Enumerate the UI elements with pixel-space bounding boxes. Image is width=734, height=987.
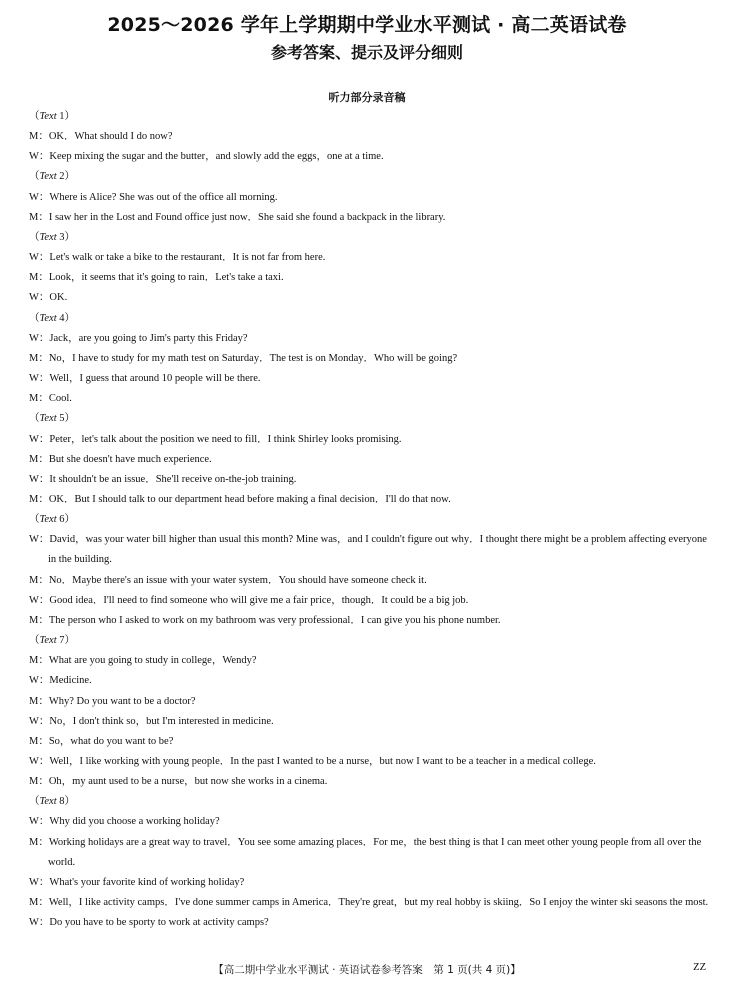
dialog-line (29, 369, 711, 389)
dialog-line (29, 430, 711, 450)
text-header (29, 228, 711, 248)
dialog-text: M：No，I have to study for my math test on Saturday．The test is on Monday．Who will be going? (29, 352, 458, 364)
dialog-text: W：Medicine. (29, 675, 92, 687)
paren-close: ） (64, 231, 75, 243)
dialog-line (29, 530, 711, 570)
dialog-text: W：No，I don't think so，but I'm interested in medicine. (29, 715, 274, 727)
dialog-line (29, 268, 711, 288)
page-footer: 【高二期中学业水平测试 · 英语试卷参考答案 第 1 页(共 4 页)】 (213, 964, 521, 976)
footer-code: ZZ (693, 962, 706, 973)
text-header-number: 7 (59, 635, 65, 647)
paren-open: （ (29, 171, 40, 183)
dialog-text: W：What's your favorite kind of working holiday? (29, 876, 245, 888)
dialog-line (29, 571, 711, 591)
paren-open: （ (29, 796, 40, 808)
dialog-line (29, 188, 711, 208)
text-header-label: Text (39, 171, 57, 183)
dialog-text: M：No．Maybe there's an issue with your water system．You should have someone check it. (29, 574, 427, 586)
dialog-text: W：David，was your water bill higher than usual this month? Mine was，and I couldn't figure out why．I thought there might be a problem affecting everyone in the building. (29, 534, 707, 566)
dialog-line (29, 651, 711, 671)
dialog-line (29, 772, 711, 792)
paren-close: ） (64, 111, 75, 122)
dialog-text: W：Where is Alice? She was out of the office all morning. (29, 191, 278, 203)
dialog-text: M：Look，it seems that it's going to rain．Let's take a taxi. (29, 272, 284, 284)
text-header-number: 6 (59, 514, 65, 526)
dialog-line (29, 812, 711, 832)
paren-close: ） (64, 413, 75, 425)
paren-close: ） (64, 514, 75, 526)
dialog-text: W：Good idea．I'll need to find someone who will give me a fair price，though．It could be a big job. (29, 594, 469, 606)
dialog-line (29, 692, 711, 712)
text-header-number: 4 (59, 312, 65, 324)
text-header-number: 1 (59, 111, 65, 122)
dialog-text: M：I saw her in the Lost and Found office just now．She said she found a backpack in the library. (29, 211, 446, 223)
paren-close: ） (64, 312, 75, 324)
dialog-text: M：Why? Do you want to be a doctor? (29, 695, 196, 707)
paren-open: （ (29, 514, 40, 526)
dialog-text: M：Well，I like activity camps．I've done summer camps in America．They're great，but my real hobby is skiing．So I enjoy the winter ski seasons the most. (29, 897, 709, 909)
paren-open: （ (29, 635, 40, 647)
dialog-line (29, 611, 711, 631)
text-header (29, 107, 711, 127)
dialog-line (29, 833, 711, 873)
dialog-text: W：It shouldn't be an issue．She'll receive on-the-job training. (29, 473, 297, 485)
dialog-line (29, 450, 711, 470)
dialog-line (29, 873, 711, 893)
dialog-text: W：Keep mixing the sugar and the butter，and slowly add the eggs，one at a time. (29, 151, 384, 163)
dialog-line (29, 913, 711, 933)
dialog-line (29, 591, 711, 611)
section-title: 听力部分录音稿 (328, 91, 406, 104)
dialog-text: W：Well，I like working with young people．In the past I wanted to be a nurse，but now I want to be a teacher in a medical college. (29, 756, 596, 767)
text-header-label: Text (39, 312, 57, 324)
text-header (29, 792, 711, 812)
document-title: 2025～2026 学年上学期期中学业水平测试 · 高二英语试卷 (107, 14, 627, 36)
dialog-text: W：Why did you choose a working holiday? (29, 816, 220, 828)
dialog-line (29, 127, 711, 147)
paren-open: （ (29, 111, 40, 122)
text-header-number: 2 (59, 171, 65, 183)
paren-close: ） (64, 635, 75, 647)
dialog-text: W：Well，I guess that around 10 people will be there. (29, 373, 261, 385)
dialog-line (29, 732, 711, 752)
dialog-line (29, 893, 711, 913)
paren-close: ） (64, 796, 75, 808)
dialog-text: M：Cool. (29, 393, 72, 405)
dialog-line (29, 389, 711, 409)
paren-open: （ (29, 413, 40, 425)
dialog-line (29, 288, 711, 308)
paren-open: （ (29, 312, 40, 324)
paren-open: （ (29, 231, 40, 243)
dialog-line (29, 248, 711, 268)
document-subtitle: 参考答案、提示及评分细则 (270, 43, 463, 62)
text-header (29, 631, 711, 651)
dialog-text: M：OK．What should I do now? (29, 131, 173, 143)
dialog-text: M：OK．But I should talk to our department head before making a final decision．I'll do that now. (29, 493, 451, 505)
dialog-text: W：Peter，let's talk about the position we need to fill．I think Shirley looks promising. (29, 433, 402, 445)
text-header-number: 5 (59, 413, 65, 425)
dialog-line (29, 470, 711, 490)
transcript (29, 107, 711, 933)
text-header (29, 309, 711, 329)
dialog-line (29, 752, 711, 772)
text-header-label: Text (39, 514, 57, 526)
text-header-label: Text (39, 635, 57, 647)
dialog-text: W：Jack，are you going to Jim's party this Friday? (29, 332, 248, 344)
dialog-text: W：Let's walk or take a bike to the restaurant．It is not far from here. (29, 252, 326, 264)
text-header (29, 409, 711, 429)
dialog-line (29, 147, 711, 167)
dialog-text: W：Do you have to be sporty to work at activity camps? (29, 917, 269, 929)
dialog-text: W：OK. (29, 292, 68, 304)
text-header-number: 8 (59, 796, 65, 808)
dialog-line (29, 490, 711, 510)
text-header-label: Text (39, 111, 57, 122)
dialog-text: M：Oh，my aunt used to be a nurse，but now she works in a cinema. (29, 776, 328, 788)
dialog-text: M：What are you going to study in college，Wendy? (29, 655, 257, 667)
dialog-line (29, 349, 711, 369)
dialog-text: M：But she doesn't have much experience. (29, 453, 212, 465)
text-header-label: Text (39, 413, 57, 425)
dialog-text: M：So，what do you want to be? (29, 735, 174, 747)
text-header (29, 510, 711, 530)
dialog-text: M：Working holidays are a great way to travel．You see some amazing places．For me，the best thing is that I can meet other young people from all over the world. (29, 836, 702, 868)
dialog-line (29, 712, 711, 732)
dialog-line (29, 208, 711, 228)
text-header (29, 167, 711, 187)
dialog-line (29, 329, 711, 349)
text-header-label: Text (39, 796, 57, 808)
paren-close: ） (64, 171, 75, 183)
text-header-number: 3 (59, 231, 65, 243)
text-header-label: Text (39, 231, 57, 243)
dialog-text: M：The person who I asked to work on my bathroom was very professional．I can give you his phone number. (29, 614, 501, 626)
dialog-line (29, 671, 711, 691)
